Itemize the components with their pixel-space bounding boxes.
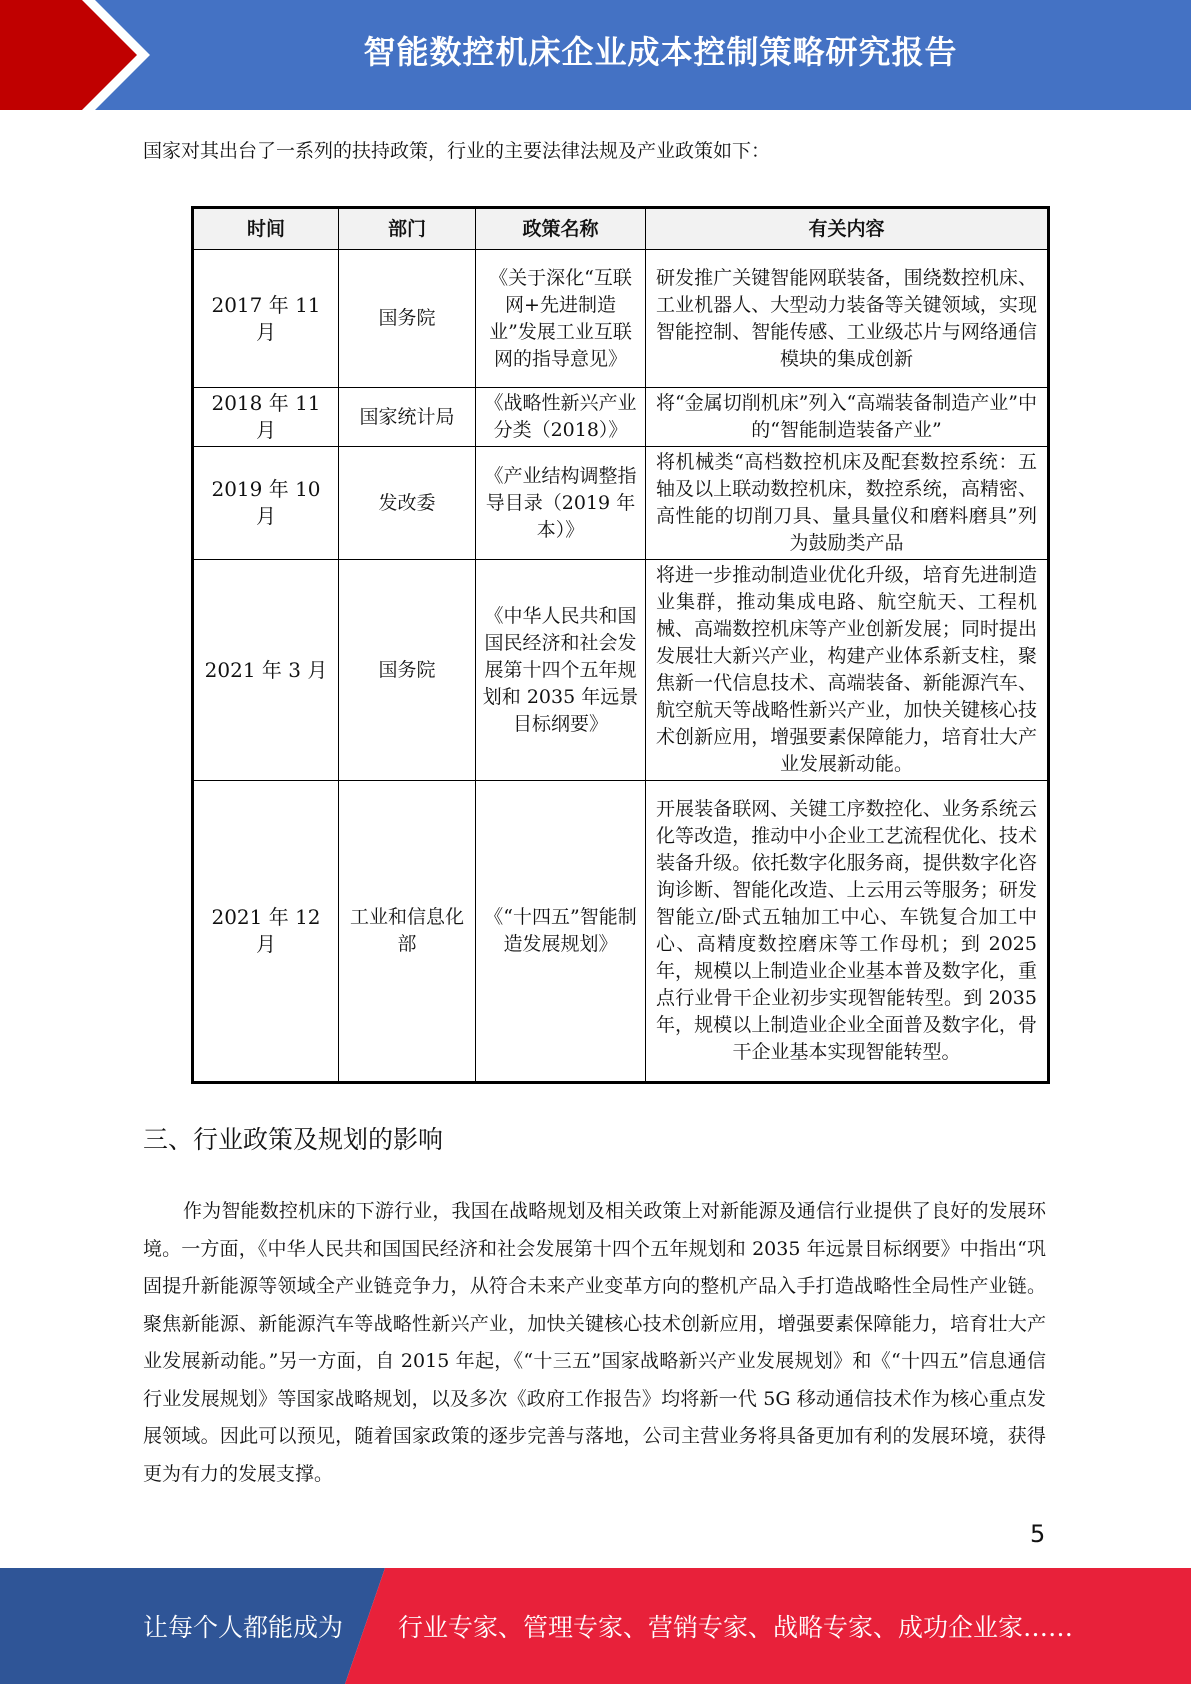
body-paragraph: 作为智能数控机床的下游行业，我国在战略规划及相关政策上对新能源及通信行业提供了良好的发展环境。一方面，《中华人民共和国国民经济和社会发展第十四个五年规划和 2035 年远景目标纲要》中指出“巩固提升新能源等领域全产业链竞争力，从符合未来产业变革方向的整机产品入手打造战略性全局性产业链。聚焦新能源、新能源汽车等战略性新兴产业，加快关键核心技术创新应用，增强要素保障能力，培育壮大产业发展新动能。”另一方面，自 2015 年起，《“十三五”国家战略新兴产业发展规划》和《“十四五”信息通信行业发展规划》等国家战略规划，以及多次《政府工作报告》均将新一代 5G 移动通信技术作为核心重点发展领域。因此可以预见，随着国家政策的逐步完善与落地，公司主营业务将具备更加有利的发展环境，获得更为有力的发展支撑。 — [143, 1200, 1046, 1485]
row-date: 2018 年 11 月 — [193, 388, 339, 447]
row-department: 发改委 — [339, 447, 476, 560]
table-row — [193, 250, 1049, 388]
footer-slogan-right: 行业专家、管理专家、营销专家、战略专家、成功企业家…… — [398, 1613, 1074, 1642]
row-date: 2019 年 10 月 — [193, 447, 339, 560]
footer-banner — [0, 1568, 1191, 1684]
table-row — [193, 781, 1049, 1083]
row-department: 国务院 — [339, 560, 476, 781]
row-department: 工业和信息化部 — [339, 781, 476, 1083]
row-department: 国务院 — [339, 250, 476, 388]
row-date: 2017 年 11 月 — [193, 250, 339, 388]
policy-table — [191, 206, 1050, 1084]
row-date: 2021 年 3 月 — [193, 560, 339, 781]
table-row — [193, 560, 1049, 781]
row-date: 2021 年 12 月 — [193, 781, 339, 1083]
header-time: 时间 — [193, 208, 339, 250]
header-department: 部门 — [339, 208, 476, 250]
section-heading: 三、行业政策及规划的影响 — [143, 1125, 444, 1154]
report-title: 智能数控机床企业成本控制策略研究报告 — [363, 33, 958, 71]
row-policy-name: 《产业结构调整指导目录（2019 年本）》 — [476, 447, 646, 560]
table-header-row — [193, 208, 1049, 250]
row-policy-name: 《战略性新兴产业分类（2018）》 — [476, 388, 646, 447]
row-content: 研发推广关键智能网联装备，围绕数控机床、工业机器人、大型动力装备等关键领域，实现智能控制、智能传感、工业级芯片与网络通信模块的集成创新 — [646, 250, 1049, 388]
row-policy-name: 《中华人民共和国国民经济和社会发展第十四个五年规划和 2035 年远景目标纲要》 — [476, 560, 646, 781]
table-row — [193, 447, 1049, 560]
chevron-decoration-icon — [0, 0, 160, 110]
row-content: 开展装备联网、关键工序数控化、业务系统云化等改造，推动中小企业工艺流程优化、技术装备升级。依托数字化服务商，提供数字化咨询诊断、智能化改造、上云用云等服务；研发智能立/卧式五轴加工中心、车铣复合加工中心、高精度数控磨床等工作母机；到 2025 年，规模以上制造业企业基本普及数字化，重点行业骨干企业初步实现智能转型。到 2035 年，规模以上制造业企业全面普及数字化，骨干企业基本实现智能转型。 — [646, 781, 1049, 1083]
footer-slogan-left: 让每个人都能成为 — [143, 1613, 344, 1642]
row-policy-name: 《关于深化“互联网+先进制造业”发展工业互联网的指导意见》 — [476, 250, 646, 388]
row-content: 将进一步推动制造业优化升级，培育先进制造业集群，推动集成电路、航空航天、工程机械、高端数控机床等产业创新发展；同时提出发展壮大新兴产业，构建产业体系新支柱，聚焦新一代信息技术、高端装备、新能源汽车、航空航天等战略性新兴产业，加快关键核心技术创新应用，增强要素保障能力，培育壮大产业发展新动能。 — [646, 560, 1049, 781]
table-row — [193, 388, 1049, 447]
row-content: 将机械类“高档数控机床及配套数控系统：五轴及以上联动数控机床，数控系统，高精密、高性能的切削刀具、量具量仪和磨料磨具”列为鼓励类产品 — [646, 447, 1049, 560]
row-department: 国家统计局 — [339, 388, 476, 447]
row-policy-name: 《“十四五”智能制造发展规划》 — [476, 781, 646, 1083]
row-content: 将“金属切削机床”列入“高端装备制造产业”中的“智能制造装备产业” — [646, 388, 1049, 447]
intro-text: 国家对其出台了一系列的扶持政策，行业的主要法律法规及产业政策如下： — [143, 140, 771, 162]
header-banner — [0, 0, 1191, 110]
header-policy-name: 政策名称 — [476, 208, 646, 250]
header-content: 有关内容 — [646, 208, 1049, 250]
page-number: 5 — [1030, 1520, 1046, 1548]
